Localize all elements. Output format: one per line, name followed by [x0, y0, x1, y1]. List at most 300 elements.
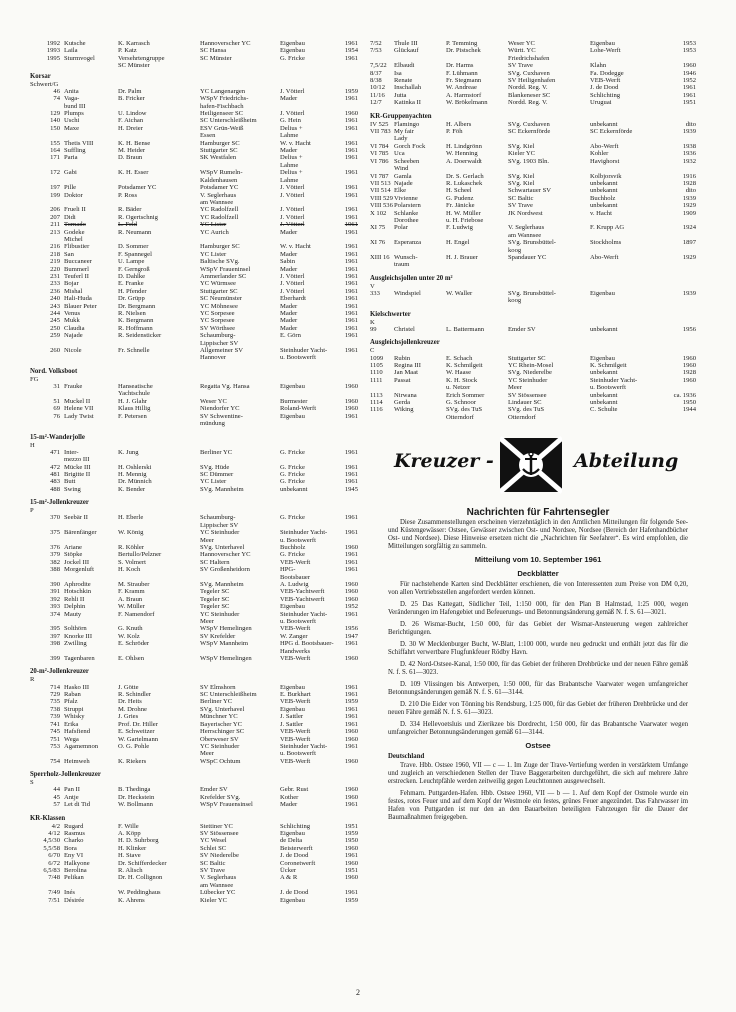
table-cell	[370, 261, 394, 268]
table-cell: 1961	[344, 317, 358, 325]
table-cell: Michel	[64, 235, 83, 243]
table-row	[370, 399, 710, 406]
table-cell: Uruguai	[590, 99, 612, 107]
class-heading: KR-Klassen	[30, 814, 66, 822]
table-cell: Klahn	[590, 62, 607, 70]
table-row	[30, 295, 360, 302]
table-cell	[118, 162, 200, 169]
table-cell: Thule III	[394, 40, 418, 47]
table-cell: U. Lindow	[118, 110, 147, 118]
table-cell: Polar	[394, 224, 408, 232]
table-cell: 745	[50, 728, 60, 736]
table-cell: SC Dümmer	[200, 470, 234, 478]
table-cell: 4,5/30	[43, 837, 60, 845]
table-cell: 753	[50, 742, 60, 750]
table-cell: Tagenbaren	[64, 655, 95, 663]
table-cell: YC Sorpesee	[200, 310, 235, 318]
table-cell	[118, 199, 200, 206]
table-row	[370, 40, 710, 47]
table-cell: My fair	[394, 128, 414, 136]
table-cell	[64, 537, 118, 544]
table-cell: 1960	[344, 793, 358, 801]
table-cell: D. Dahlke	[118, 272, 146, 280]
table-cell: Pelikan	[64, 874, 84, 882]
table-cell: 1961	[344, 742, 358, 750]
table-cell: 1961	[344, 412, 358, 420]
table-cell	[334, 199, 358, 206]
table-cell: YC Lister	[200, 250, 227, 258]
table-cell: am Wannsee	[200, 881, 234, 889]
table-cell: VEB-Werft	[280, 757, 311, 765]
table-cell: P. Ross	[118, 191, 138, 199]
table-cell: Venus	[64, 310, 81, 318]
table-row	[30, 147, 360, 154]
table-cell: G. Fricke	[280, 54, 305, 62]
table-cell: SK Westfalen	[200, 154, 237, 162]
table-cell: 1116	[370, 406, 383, 414]
table-cell	[118, 340, 200, 347]
table-cell: 1952	[344, 603, 358, 611]
table-row	[30, 514, 360, 521]
table-cell: WSpV Hemelingen	[200, 625, 252, 633]
table-cell: Dr. Heits	[118, 698, 142, 706]
table-cell: SV Niederelbe	[200, 852, 239, 860]
table-cell	[334, 62, 358, 69]
table-cell: Gamla	[394, 172, 412, 180]
table-cell: Emder SV	[200, 786, 228, 794]
table-row	[30, 713, 360, 720]
table-cell: Dr. S. Gerlach	[446, 172, 484, 180]
table-cell: Stöpke	[64, 551, 83, 559]
table-cell: F. Ludwig	[446, 224, 473, 232]
table-cell: Anita	[64, 87, 79, 95]
table-cell: Potsdamer YC	[200, 184, 239, 192]
table-cell	[200, 162, 280, 169]
table-cell: 1960	[344, 757, 358, 765]
table-cell: U. Lampe	[118, 258, 145, 266]
table-cell	[118, 522, 200, 529]
table-row	[370, 55, 710, 62]
table-cell: 236	[50, 287, 60, 295]
table-cell: Buchholz	[280, 543, 306, 551]
table-cell: D. Braun	[118, 154, 143, 162]
table-cell	[118, 103, 200, 110]
table-cell: Let di Tid	[64, 801, 91, 809]
table-cell: HPG-	[280, 566, 296, 574]
table-cell	[280, 522, 334, 529]
table-cell: O. G. Pohle	[118, 742, 150, 750]
table-cell: 1961	[344, 478, 358, 486]
table-cell: VI 787	[370, 172, 389, 180]
table-cell: Fr. Stegmann	[446, 77, 482, 85]
table-row	[30, 169, 360, 176]
table-cell: Inschallah	[394, 84, 422, 92]
table-cell: 1928	[682, 369, 696, 377]
table-cell: F. Lühmann	[446, 69, 478, 77]
table-cell: VII 783	[370, 128, 391, 136]
table-row	[370, 326, 710, 333]
table-cell: Gerda	[394, 399, 411, 407]
table-row	[30, 648, 360, 655]
table-cell: 1961	[344, 705, 358, 713]
table-cell: G. Fricke	[280, 470, 305, 478]
table-cell: 51	[53, 397, 60, 405]
table-cell: K. Ahrens	[118, 896, 145, 904]
table-cell: Pan II	[64, 786, 80, 794]
table-cell	[64, 574, 118, 581]
table-cell: Teuferl II	[64, 272, 89, 280]
table-cell: Wind	[394, 165, 409, 173]
table-cell: Rugard	[64, 822, 84, 830]
table-cell	[666, 297, 696, 304]
class-subheading: V	[370, 282, 375, 290]
kreuzer-abteilung-banner	[388, 432, 698, 498]
table-cell	[30, 522, 64, 529]
table-row	[370, 150, 710, 157]
class-heading: Ausgleichsjollenkreuzer	[370, 339, 440, 347]
table-cell	[666, 384, 696, 391]
table-row	[30, 266, 360, 273]
table-row	[30, 882, 360, 889]
table-cell: J. Vötterl	[280, 206, 305, 214]
table-cell: SVg. Unterhavel	[200, 705, 245, 713]
table-cell	[394, 384, 446, 391]
table-cell: Steinhuder Yacht-	[280, 347, 328, 355]
table-cell: 1961	[344, 713, 358, 721]
table-row	[370, 187, 710, 194]
table-cell: F. Petersen	[118, 412, 147, 420]
table-cell: Dorothee	[394, 216, 419, 224]
class-subheading: R	[30, 676, 35, 684]
table-row	[30, 625, 360, 632]
table-cell: 1954	[344, 47, 358, 55]
table-cell: VEB-Werft	[280, 735, 311, 743]
table-cell: Emder SV	[508, 326, 536, 333]
table-cell: 1939	[682, 289, 696, 297]
table-cell: SVg. Mannheim	[200, 485, 244, 493]
table-cell: Claudia	[64, 324, 85, 332]
table-cell: Hafsfiend	[64, 728, 90, 736]
table-cell	[334, 456, 358, 463]
table-row	[370, 47, 710, 54]
table-cell: Buchholz	[590, 194, 616, 202]
table-cell: Gabi	[64, 169, 77, 177]
table-cell: SC Haltern	[200, 558, 230, 566]
table-cell	[118, 177, 200, 184]
table-cell: unbekannt	[280, 485, 308, 493]
table-cell: Butt	[64, 478, 76, 486]
table-cell	[446, 135, 508, 142]
table-cell: VEB-Werft	[280, 728, 311, 736]
news-section-ostsee: Ostsee	[525, 741, 551, 750]
table-cell: Roland-Werft	[280, 405, 317, 413]
news-date-heading: Mitteilung vom 10. September 1961	[474, 555, 602, 564]
table-cell	[30, 574, 64, 581]
table-cell: Kieler YC	[200, 896, 228, 904]
table-cell: L. Feld	[118, 221, 138, 229]
table-row	[370, 261, 710, 268]
table-cell: Godeke	[64, 228, 85, 236]
table-cell: Knorke III	[64, 632, 93, 640]
table-cell: unbekannt	[590, 179, 618, 187]
table-row	[30, 62, 360, 69]
table-cell	[30, 648, 64, 655]
table-cell: XIII 16	[370, 253, 390, 261]
table-cell: Blauer Peter	[64, 302, 97, 310]
table-cell: 245	[50, 317, 60, 325]
table-cell: 1961	[344, 551, 358, 559]
table-cell: San	[64, 250, 74, 258]
table-cell: SVg. Brunsbüttel-	[508, 289, 556, 297]
table-cell: Struppi	[64, 705, 84, 713]
table-cell: 1960	[344, 844, 358, 852]
table-cell: 140	[50, 117, 60, 125]
table-cell	[508, 261, 590, 268]
table-row	[30, 280, 360, 287]
table-cell: Steinhuder Yacht-	[280, 529, 328, 537]
table-row	[30, 801, 360, 808]
table-cell: Aphrodite	[64, 581, 91, 588]
table-cell: Bertullo/Pelzner	[118, 551, 162, 559]
table-cell	[280, 456, 334, 463]
table-row	[30, 471, 360, 478]
table-cell	[64, 390, 118, 397]
table-cell	[508, 165, 590, 172]
table-cell: Hannoverscher YC	[200, 551, 251, 559]
table-cell: Jockel III	[64, 558, 90, 566]
table-cell: Dr. Schifferdecker	[118, 859, 167, 867]
table-row	[30, 684, 360, 691]
table-cell	[30, 882, 64, 889]
table-cell: Mader	[280, 265, 298, 273]
table-row	[30, 860, 360, 867]
table-cell: Herrschinger SC	[200, 728, 245, 736]
table-cell	[64, 354, 118, 361]
table-cell: Glückauf	[394, 47, 419, 55]
table-cell: SV Stössensee	[200, 829, 239, 837]
table-row	[370, 121, 710, 128]
table-row	[30, 559, 360, 566]
table-row	[370, 377, 710, 384]
table-cell: SVg. Brunsbüttel-	[508, 239, 556, 247]
table-cell: am Wannsee	[200, 198, 234, 206]
table-cell: 211	[50, 221, 60, 229]
table-cell: Esperanza	[394, 239, 422, 247]
table-cell: K. H. Bense	[118, 139, 151, 147]
table-row	[30, 192, 360, 199]
table-cell: 1961	[344, 640, 358, 648]
table-cell: 1110	[370, 369, 383, 377]
table-cell: K. Schmilgeit	[590, 362, 627, 370]
table-cell: E. Burkhart	[280, 691, 311, 699]
table-cell: u. H. Friebose	[446, 216, 484, 224]
table-cell	[30, 537, 64, 544]
table-cell: Niendorfer YC	[200, 405, 240, 413]
table-cell: YC Sorpesee	[200, 317, 235, 325]
table-row	[30, 95, 360, 102]
table-row	[30, 405, 360, 412]
table-cell: Suffling	[64, 147, 86, 155]
table-cell: Eigenbau	[280, 47, 305, 55]
table-cell: mündung	[200, 420, 225, 428]
table-row	[30, 706, 360, 713]
table-cell: Regina III	[394, 362, 421, 370]
news-ostsee-paragraph: Fehmarn. Puttgarden-Hafen. Hbb. Ostsee 1960, VII — b — 1. Auf dem Kopf der Ostmole wurde ein festes, rotes Feuer und auf dem Kopf der Westmole ein festes, grünes Feuer angezündet. Das Fahrwasser im Hafen von Puttgarden ist nur den an den Bauarbeiten beteiligten Fahrzeugen für die Dauer der Baumaßnahmen freigegeben.	[388, 790, 688, 821]
table-cell: SVg. des TuS	[508, 406, 545, 414]
table-cell: JK Nordwest	[508, 209, 543, 217]
table-cell: Tornado	[64, 221, 86, 229]
table-cell	[666, 165, 696, 172]
table-row	[30, 383, 360, 390]
table-cell: F. Spannegel	[118, 250, 152, 258]
table-cell: J. Vötterl	[280, 191, 305, 199]
table-cell: Eigenbau	[590, 40, 615, 47]
table-cell: 4/2	[51, 822, 60, 830]
table-row	[30, 456, 360, 463]
table-cell: Didi	[64, 213, 76, 221]
table-cell: Kolbjorsvik	[590, 172, 622, 180]
table-cell: YC Radolfzell	[200, 213, 239, 221]
table-cell: 150	[50, 124, 60, 132]
table-cell: 44	[53, 786, 60, 794]
class-heading: 15-m²-Wanderjolle	[30, 433, 85, 441]
table-row	[370, 392, 710, 399]
table-cell: 243	[50, 302, 60, 310]
table-cell: 1960	[344, 397, 358, 405]
table-cell: Havighorst	[590, 157, 620, 165]
table-cell	[590, 55, 666, 62]
table-cell: 1960	[344, 655, 358, 663]
table-cell: SC Baltic	[200, 859, 226, 867]
table-row	[30, 243, 360, 250]
table-row	[370, 165, 710, 172]
table-cell: 483	[50, 478, 60, 486]
table-cell: 12/7	[370, 99, 382, 107]
table-cell: 1936	[682, 150, 696, 158]
table-row	[30, 125, 360, 132]
table-cell: SVg. Unterhavel	[200, 543, 245, 551]
table-cell: 1960	[682, 354, 696, 362]
class-subheading: C	[370, 347, 375, 355]
table-cell	[200, 574, 280, 581]
table-cell: Klaus Hillig	[118, 405, 151, 413]
table-cell: 219	[50, 258, 60, 266]
table-cell	[666, 135, 696, 142]
table-cell: VEB-Werft	[280, 558, 311, 566]
table-cell: 1961	[344, 206, 358, 214]
table-row	[30, 236, 360, 243]
table-cell: VI 785	[370, 150, 389, 158]
table-cell	[370, 297, 394, 304]
table-cell: Tegeler SC	[200, 595, 230, 603]
table-cell: 46	[53, 87, 60, 95]
table-cell	[370, 384, 394, 391]
table-cell: Swing	[64, 485, 81, 493]
table-cell: SVg. des TuS	[446, 406, 483, 414]
table-cell: J. de Dood	[280, 889, 309, 897]
table-cell: Delius +	[280, 169, 303, 177]
table-cell: Meer	[200, 536, 214, 544]
banner-left-word: Kreuzer -	[394, 450, 494, 472]
table-cell: WSpV Mannheim	[200, 640, 249, 648]
table-cell: Steinhuder Yacht-	[280, 742, 328, 750]
table-cell: 1961	[344, 147, 358, 155]
table-cell: 1961	[344, 117, 358, 125]
table-row	[30, 478, 360, 485]
table-cell: Polarstern	[394, 202, 421, 210]
table-cell: Elbaudi	[394, 62, 415, 70]
table-cell: G. Knuth	[118, 625, 143, 633]
table-cell	[666, 261, 696, 268]
table-cell: G. Schnoor	[446, 399, 477, 407]
table-cell: 472	[50, 463, 60, 471]
table-row	[370, 143, 710, 150]
table-cell: 735	[50, 698, 60, 706]
table-cell: Coronetwerft	[280, 859, 316, 867]
table-cell: 1944	[682, 406, 696, 414]
table-cell	[30, 132, 64, 139]
table-cell	[64, 420, 118, 427]
table-row	[30, 845, 360, 852]
table-cell: SVg. Niederelbe	[508, 369, 552, 377]
table-cell: unbekannt	[590, 391, 618, 399]
table-cell: F. Namendorf	[118, 610, 155, 618]
table-cell: 1961	[344, 272, 358, 280]
table-cell: Mauty	[64, 610, 82, 618]
table-cell	[64, 132, 118, 139]
table-cell: Bootsbauer	[280, 573, 311, 581]
table-cell: J. Vötterl	[280, 221, 305, 229]
table-row	[30, 325, 360, 332]
table-cell	[370, 414, 394, 421]
table-cell: 374	[50, 610, 60, 618]
table-cell: 1952	[682, 77, 696, 85]
table-cell: Stockholms	[590, 239, 622, 247]
table-cell: 1961	[344, 683, 358, 691]
left-column-table	[30, 40, 360, 904]
table-cell: am Wannsee	[508, 231, 542, 239]
table-cell: Delius +	[280, 154, 303, 162]
table-cell	[370, 135, 394, 142]
table-cell: 1953	[682, 47, 696, 55]
table-row	[30, 258, 360, 265]
table-cell: dito	[685, 187, 696, 195]
table-cell: Renate	[394, 77, 413, 85]
table-cell: 1961	[344, 191, 358, 199]
table-cell: Heiligenseer SC	[200, 110, 244, 118]
table-cell: Hamburger SC	[200, 139, 240, 147]
table-row	[30, 55, 360, 62]
table-cell: 5,5/58	[43, 844, 60, 852]
table-cell: 1960	[344, 595, 358, 603]
table-cell: Rubin	[394, 354, 411, 362]
table-cell: SVg. Mannheim	[200, 581, 244, 588]
table-cell: u. Bootswerft	[280, 750, 316, 758]
table-cell: H. J. Brauer	[446, 253, 478, 261]
table-cell: 6/72	[48, 859, 60, 867]
table-cell: Essen	[200, 132, 216, 140]
table-row	[30, 251, 360, 258]
table-cell	[590, 261, 666, 268]
table-cell: 1960	[682, 362, 696, 370]
table-cell: V. Seglerhaus	[508, 224, 545, 232]
table-cell: Frauke	[64, 383, 83, 391]
table-cell: VIII 529	[370, 194, 393, 202]
table-cell: 754	[50, 757, 60, 765]
table-cell	[508, 217, 590, 224]
table-cell	[64, 62, 118, 69]
table-cell: Hannover	[200, 354, 226, 362]
